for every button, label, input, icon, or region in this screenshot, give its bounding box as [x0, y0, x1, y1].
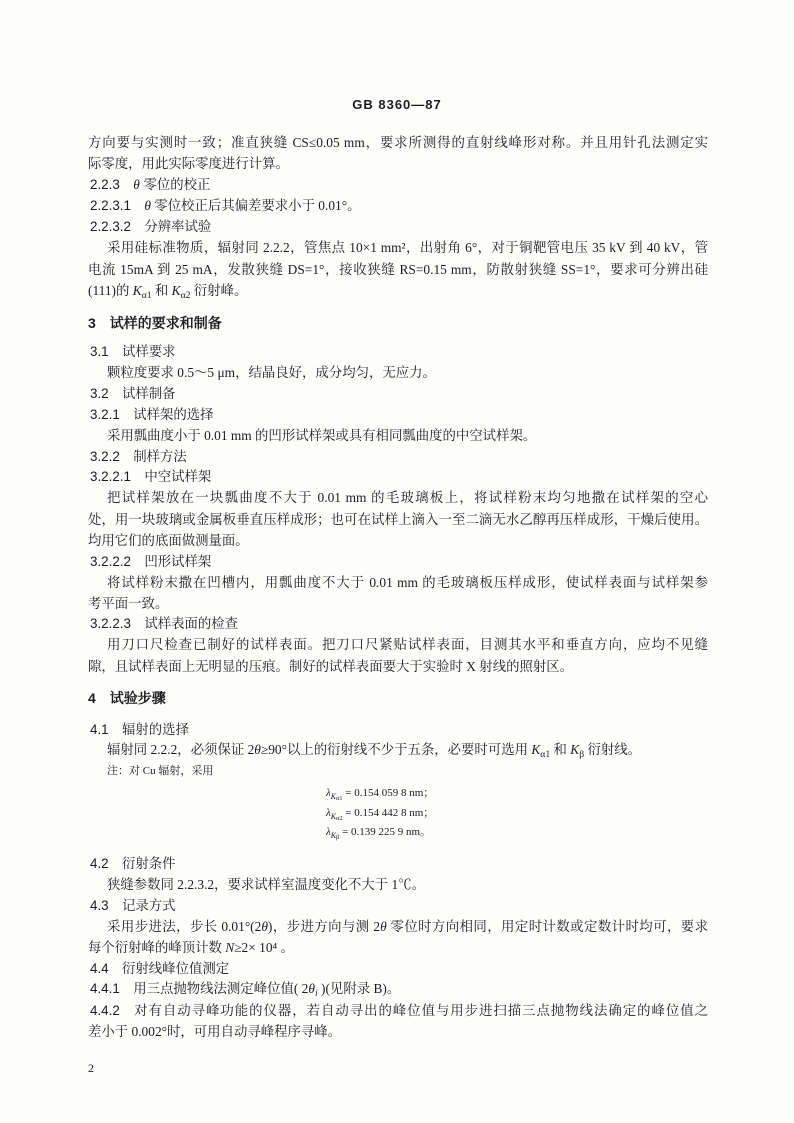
k-symbol: K: [330, 791, 337, 801]
line-subscript: β: [336, 833, 340, 841]
clause-number: 2.2.3.1: [90, 198, 131, 213]
subscript: α1: [540, 749, 551, 761]
clause-title: 衍射条件: [122, 856, 176, 871]
lambda-symbol: λ: [326, 787, 331, 799]
subscript: i: [314, 988, 318, 1000]
note-intro: 注：对 Cu 辐射，采用: [107, 765, 214, 777]
page-number: 2: [88, 1061, 94, 1075]
k-symbol: K: [531, 742, 541, 757]
clause-title: 制样方法: [133, 449, 187, 464]
subscript: β: [579, 749, 585, 761]
k-symbol: K: [171, 283, 181, 298]
text-segment: 和: [151, 283, 172, 298]
theta-symbol: θ: [144, 198, 151, 213]
section-3-heading: [88, 313, 222, 333]
clause-number: 3.2.2: [90, 449, 120, 464]
clause-3-2-2-1-line-2: 处，用一块玻璃或金属板垂直压样成形；也可在试样上滴入一至二滴无水乙醇再压样成形，干燥后使用。: [88, 512, 708, 527]
clause-4-3-line-1: [107, 917, 708, 937]
clause-title: 试样要求: [122, 344, 176, 359]
clause-3-2-2-1-heading: [90, 467, 211, 487]
clause-4-2-heading: [90, 854, 176, 874]
theta-symbol: θ: [133, 177, 140, 192]
clause-title: 零位的校正: [139, 177, 211, 192]
text-segment: 衍射线。: [584, 742, 642, 757]
clause-title: 凹形试样架: [144, 554, 212, 569]
clause-3-2-2-heading: [90, 447, 187, 467]
clause-3-2-2-3-heading: [90, 614, 238, 634]
wavelength-ka1: [326, 783, 434, 803]
theta-symbol: θ: [380, 919, 387, 934]
clause-3-2-2-2-line-2: 考平面一致。: [88, 596, 169, 611]
clause-3-2-2-3-line-1: 用刀口尺检查已制好的试样表面。把刀口尺紧贴试样表面，目测其水平和垂直方向，应均不见缝: [107, 637, 708, 652]
clause-2-2-2-line-1: 方向要与实测时一致；准直狭缝 CS≤0.05 mm，要求所测得的直射线峰形对称。并且用针孔法测定实: [88, 135, 708, 150]
clause-4-3-line-2: [88, 938, 294, 958]
clause-3-2-2-2-heading: [90, 552, 211, 572]
k-symbol: K: [330, 811, 337, 821]
section-title: 试样的要求和制备: [109, 315, 222, 331]
clause-number: 2.2.3: [90, 177, 120, 192]
clause-3-1-line-1: 颗粒度要求 0.5～5 μm，结晶良好，成分均匀，无应力。: [107, 365, 436, 380]
clause-number: 4.4.2: [90, 1003, 120, 1018]
clause-3-2-2-3-line-2: 隙，且试样表面上无明显的压痕。制好的试样表面要大于实验时 X 射线的照射区。: [88, 659, 574, 674]
clause-2-2-3-1: [90, 196, 360, 216]
clause-title: 衍射线峰位值测定: [122, 961, 230, 976]
clause-title: 记录方式: [122, 898, 176, 913]
clause-3-2-2-1-line-3: 均用它们的底面做测量面。: [88, 533, 249, 548]
lambda-symbol: λ: [326, 807, 331, 819]
clause-4-4-heading: [90, 959, 229, 979]
section-number: 3: [88, 315, 96, 331]
running-header: GB 8360—87: [352, 97, 442, 112]
subscript: [331, 792, 343, 801]
clause-4-4-2-line-1: [90, 1001, 708, 1021]
theta-symbol: θ: [308, 981, 315, 996]
subscript: α2: [180, 290, 191, 302]
clause-4-4-1: [90, 979, 400, 999]
wavelength-kb: [326, 822, 431, 842]
clause-2-2-3-2-line-2: 电流 15mA 到 25 mA，发散狭缝 DS=1°，接收狭缝 RS=0.15 mm，防散射狭缝 SS=1°，要求可分辨出硅: [88, 262, 708, 277]
wavelength-value: = 0.154 442 8 nm；: [342, 807, 435, 819]
clause-4-2-line-1: 狭缝参数同 2.2.3.2，要求试样室温度变化不大于 1℃。: [107, 877, 426, 892]
text-segment: 和: [550, 742, 571, 757]
section-4-heading: [88, 688, 166, 708]
clause-2-2-3-2-line-1: 采用硅标准物质，辐射同 2.2.2，管焦点 10×1 mm²，出射角 6°，对于铜靶管电压 35 kV 到 40 kV，管: [107, 240, 708, 255]
wavelength-value: = 0.139 225 9 nm。: [339, 826, 432, 838]
text-segment: 每个衍射峰的峰顶计数: [88, 940, 226, 955]
clause-4-1-heading: [90, 720, 189, 740]
clause-3-2-heading: [90, 384, 176, 404]
theta-symbol: θ: [254, 742, 261, 757]
text-segment: 辐射同 2.2.2，必须保证 2: [107, 742, 255, 757]
section-number: 4: [88, 690, 96, 706]
n-symbol: N: [225, 940, 235, 955]
subscript: [331, 812, 343, 821]
clause-4-4-2-line-2: 差小于 0.002°时，可用自动寻峰程序寻峰。: [88, 1024, 342, 1039]
line-subscript: α2: [336, 814, 343, 822]
clause-number: 3.1: [90, 344, 109, 359]
subscript: α1: [141, 290, 152, 302]
clause-number: 3.2.2.1: [90, 469, 131, 484]
clause-3-1-heading: [90, 342, 176, 362]
text-segment: 用三点抛物线法测定峰位值( 2: [133, 981, 309, 996]
text-segment: 衍射峰。: [190, 283, 248, 298]
clause-4-1-line-1: [107, 740, 641, 760]
clause-2-2-3-2-line-3: [88, 281, 247, 301]
subscript: [331, 831, 340, 840]
text-segment: (111)的: [88, 283, 133, 298]
wavelength-value: = 0.154 059 8 nm；: [342, 787, 435, 799]
text-segment: ≥90°以上的衍射线不少于五条，必要时可选用: [260, 742, 532, 757]
clause-number: 4.1: [90, 722, 109, 737]
text-segment: 零位时方向相同，用定时计数或定数计时均可，要求: [386, 919, 708, 934]
clause-number: 3.2: [90, 386, 109, 401]
clause-number: 4.3: [90, 898, 109, 913]
k-symbol: K: [330, 830, 337, 840]
clause-number: 3.2.1: [90, 407, 120, 422]
line-subscript: α1: [336, 794, 343, 802]
clause-number: 3.2.2.2: [90, 554, 131, 569]
clause-2-2-3-2-heading: [90, 217, 211, 237]
clause-title: 中空试样架: [144, 469, 212, 484]
text-segment: )，步进方向与测 2: [267, 919, 381, 934]
theta-symbol: θ: [261, 919, 268, 934]
clause-3-2-1-heading: [90, 405, 214, 425]
clause-title: 试样架的选择: [133, 407, 214, 422]
clause-2-2-3-heading: [90, 175, 210, 195]
text-segment: 采用步进法，步长 0.01°(2: [107, 919, 262, 934]
clause-number: 4.2: [90, 856, 109, 871]
clause-text: 对有自动寻峰功能的仪器，若自动寻出的峰位值与用步进扫描三点抛物线法确定的峰位值之: [133, 1003, 708, 1018]
clause-number: 4.4.1: [90, 981, 120, 996]
clause-number: 4.4: [90, 961, 109, 976]
text-segment: ≥2× 10⁴ 。: [234, 940, 294, 955]
clause-3-2-2-2-line-1: 将试样粉末撒在凹槽内，用瓢曲度不大于 0.01 mm 的毛玻璃板压样成形，使试样表面与试样架参: [107, 575, 708, 590]
clause-title: 试样表面的检查: [144, 616, 239, 631]
clause-4-3-heading: [90, 896, 176, 916]
clause-text: 零位校正后其偏差要求小于 0.01°。: [150, 198, 361, 213]
clause-number: 2.2.3.2: [90, 219, 131, 234]
k-symbol: K: [570, 742, 580, 757]
clause-title: 试样制备: [122, 386, 176, 401]
lambda-symbol: λ: [326, 826, 331, 838]
clause-title: 分辨率试验: [144, 219, 212, 234]
clause-3-2-1-line-1: 采用瓢曲度小于 0.01 mm 的凹形试样架或具有相同瓢曲度的中空试样架。: [107, 428, 537, 443]
wavelength-ka2: [326, 803, 434, 823]
clause-2-2-2-line-2: 际零度，用此实际零度进行计算。: [88, 156, 289, 171]
clause-3-2-2-1-line-1: 把试样架放在一块瓢曲度不大于 0.01 mm 的毛玻璃板上，将试样粉末均匀地撒在试样架的空心: [107, 490, 708, 505]
k-symbol: K: [132, 283, 142, 298]
text-segment: )(见附录 B)。: [317, 981, 401, 996]
clause-number: 3.2.2.3: [90, 616, 131, 631]
section-title: 试验步骤: [109, 690, 166, 706]
clause-title: 辐射的选择: [122, 722, 189, 737]
